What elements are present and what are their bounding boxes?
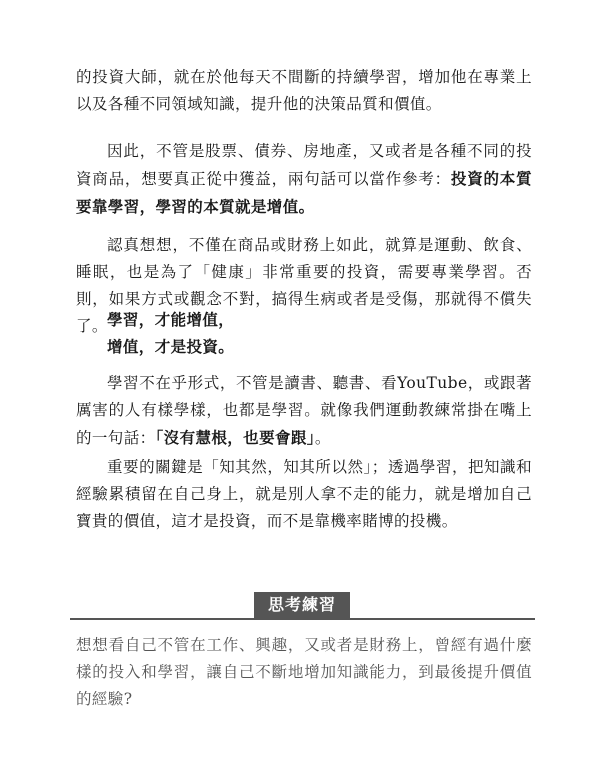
paragraph-1: [76, 64, 532, 118]
motto-line-2: 增值，才是投資。: [107, 337, 235, 356]
paragraph-2: [76, 138, 532, 221]
exercise-body: 想想看自己不管在工作、興趣，又或者是財務上，曾經有過什麼樣的投入和學習，讓自己不斷地增加知識能力，到最後提升價值的經驗?: [76, 636, 532, 708]
exercise-title: 思考練習: [254, 592, 350, 618]
paragraph-1-text: 的投資大師，就在於他每天不間斷的持續學習，增加他在專業上以及各種不同領域知識，提升他的決策品質和價值。: [76, 68, 532, 113]
paragraph-5-text: 學習不在乎形式，不管是讀書、聽書、看YouTube，或跟著厲害的人有樣學樣，也都是學習。就像我們運動教練常掛在嘴上的一句話：: [76, 374, 532, 447]
paragraph-6: [76, 454, 532, 535]
paragraph-2-emphasis: 投資的本質要靠學習，學習的本質就是增值。: [76, 169, 532, 216]
exercise-header: [70, 592, 535, 620]
exercise-divider: [70, 618, 535, 620]
motto-block: [76, 306, 532, 360]
motto-line-1: 學習，才能增值，: [107, 310, 235, 329]
paragraph-5-quote: 「沒有慧根，也要會跟」: [155, 428, 315, 447]
paragraph-3-text: 認真想想，不僅在商品或財務上如此，就算是運動、飲食、睡眠，也是為了「健康」非常重要的投資，需要專業學習。否則，如果方式或觀念不對，搞得生病或者是受傷，那就得不償失了。: [76, 236, 532, 335]
paragraph-6-text: 重要的關鍵是「知其然，知其所以然」；透過學習，把知識和經驗累積留在自己身上，就是別人拿不走的能力，就是增加自己寶貴的價值，這才是投資，而不是靠機率賭博的投機。: [76, 458, 532, 530]
paragraph-5: [76, 370, 532, 452]
paragraph-5-end: 。: [314, 429, 331, 447]
paragraph-2-text: 因此，不管是股票、債券、房地產，又或者是各種不同的投資商品，想要真正從中獲益，兩句話可以當作參考：: [76, 142, 532, 188]
